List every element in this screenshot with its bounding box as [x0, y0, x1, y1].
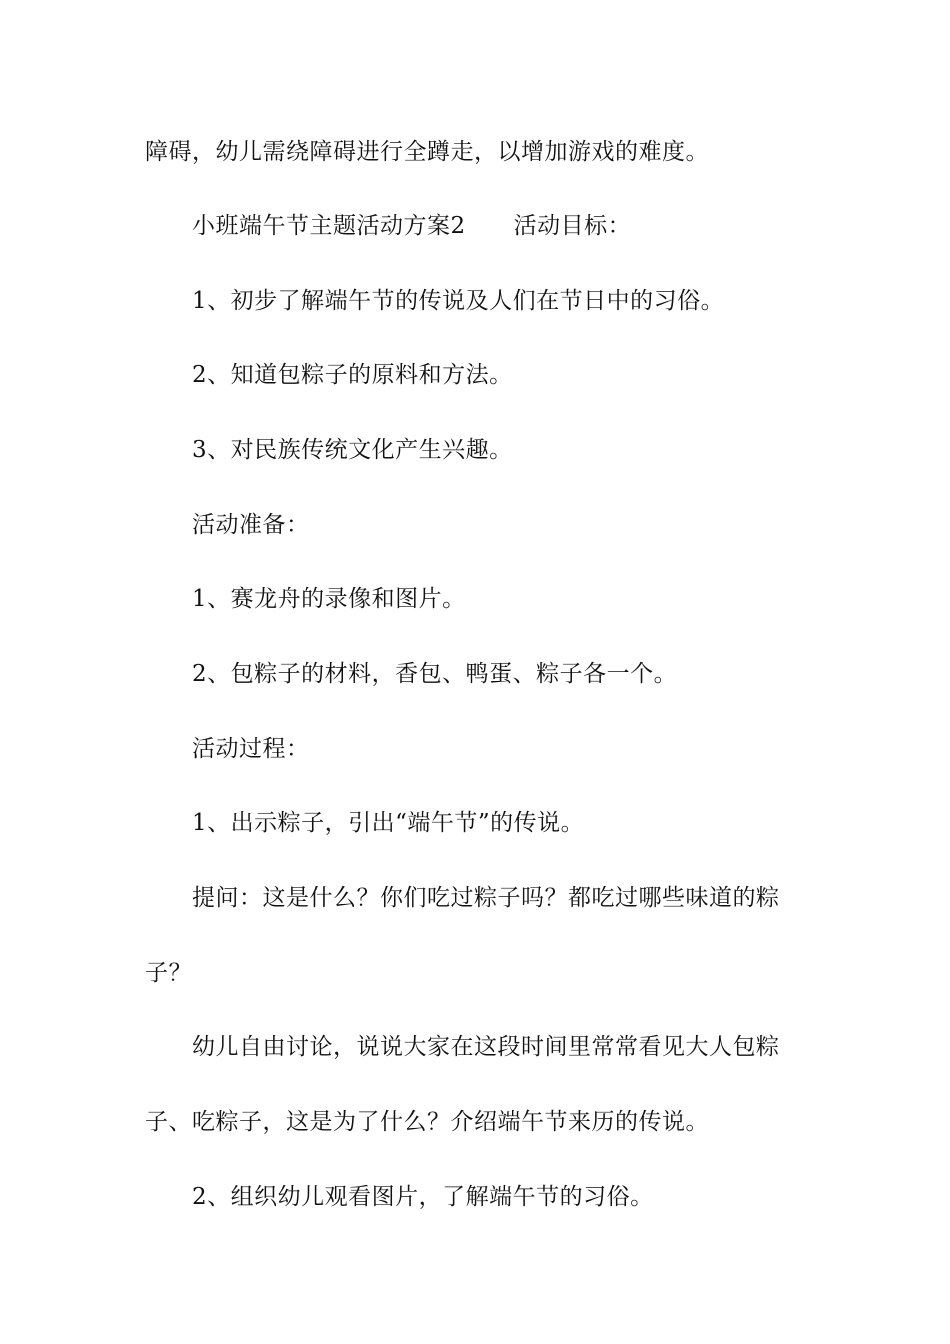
text-line: 1、出示粽子，引出“端午节”的传说。 — [192, 810, 585, 836]
text-line: 3、对民族传统文化产生兴趣。 — [192, 437, 513, 463]
subsection-heading: 活动准备： — [192, 512, 310, 538]
text-line: 1、初步了解端午节的传说及人们在节日中的习俗。 — [192, 288, 725, 314]
text-line: 2、组织幼儿观看图片，了解端午节的习俗。 — [192, 1184, 654, 1210]
section-title: 小班端午节主题活动方案2 — [192, 213, 466, 239]
text-line: 幼儿自由讨论，说说大家在这段时间里常常看见大人包粽 — [192, 1034, 780, 1060]
text-line: 2、包粽子的材料，香包、鸭蛋、粽子各一个。 — [192, 661, 678, 687]
text-line: 提问：这是什么？你们吃过粽子吗？都吃过哪些味道的粽 — [192, 885, 780, 911]
text-line: 1、赛龙舟的录像和图片。 — [192, 586, 466, 612]
subsection-heading: 活动目标： — [513, 213, 632, 239]
text-line: 子、吃粽子，这是为了什么？介绍端午节来历的传说。 — [145, 1109, 709, 1135]
text-line: 子？ — [145, 960, 192, 986]
text-line: 2、知道包粽子的原料和方法。 — [192, 362, 513, 388]
subsection-heading: 活动过程： — [192, 736, 310, 762]
text-line: 障碍，幼儿需绕障碍进行全蹲走，以增加游戏的难度。 — [145, 139, 709, 165]
section-heading-line — [192, 211, 872, 241]
